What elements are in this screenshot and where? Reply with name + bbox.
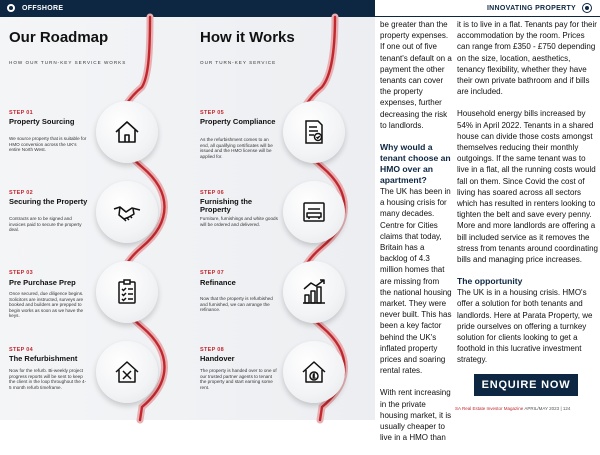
paragraph: The UK has been in a housing crisis for many decades. Centre for Cities claims that today, Britain has a backlog of 4.3 million homes that are missing from the national housing market. They were never built. This has been a key factor behind the UK's inflated property prices and soaring rental rates. <box>380 187 452 376</box>
step-title: Securing the Property <box>9 197 88 206</box>
paragraph: Household energy bills increased by 54% in April 2022. Tenants in a shared house can divide those costs amongst themselves reducing their monthly outgoings. If the same tenant was to live in a flat, all the running costs would fall on them. Since Covid the cost of living has soared across all sectors which has resulted in renters looking to tighten the belt and save every penny. More and more landlords are offering a bill included service as it removes the stress from tenants around coordinating bills and managing price increases. <box>457 109 598 265</box>
step-desc: Once secured, due diligence begins. Solicitors are instructed, surveys are booked and builders are prepped to begin works as soon as we have the keys. <box>9 291 84 319</box>
article-column-1 <box>380 19 452 455</box>
money-house-icon <box>283 341 345 403</box>
how-title: How it Works <box>200 29 295 46</box>
page-footer: SA Real Estate Investor Magazine APRIL/MAY 2023 | 124 <box>455 406 571 411</box>
header-left-bar <box>0 0 375 17</box>
logo-icon <box>6 3 16 13</box>
step-title: Handover <box>200 354 235 363</box>
step-label: STEP 04 <box>9 347 34 353</box>
paragraph: it is to live in a flat. Tenants pay for their accommodation by the room. Prices can range from £350 - £750 depending on the size, location, aesthetics, tenancy flexibility, whether they have their own private bathroom and if bills are included. <box>457 20 597 97</box>
step-title: Refinance <box>200 278 236 287</box>
enquire-now-button[interactable]: ENQUIRE NOW <box>474 374 578 396</box>
logo-icon <box>582 3 592 13</box>
paragraph: With rent increasing in the private housing market, it is usually cheaper to live in a HMO than <box>380 388 452 443</box>
paragraph: The UK is in a housing crisis. HMO's offer a solution for both tenants and landlords. Here at Parata Property, we pride ourselves on offering a turnkey solution for clients looking to get a foothold in this lucrative investment strategy. <box>457 288 593 365</box>
sofa-icon <box>283 181 345 243</box>
roadmap-title: Our Roadmap <box>9 29 109 46</box>
house-icon <box>96 101 158 163</box>
footer-magazine: SA Real Estate Investor Magazine <box>455 406 524 411</box>
article-column-2 <box>457 19 598 377</box>
step-desc: Now for the refurb. Bi-weekly project progress reports will be sent to keep the client in the loop throughout the 4-5 month refurb timeframe. <box>9 368 87 390</box>
section-label-offshore: OFFSHORE <box>22 5 64 12</box>
roadmap-panel <box>0 17 375 420</box>
step-title: Property Compliance <box>200 117 276 126</box>
paragraph: be greater than the property expenses. If one out of five tenant's default on a payment the other tenants can cover the property expenses, further decreasing the risk to landlords. <box>380 20 452 130</box>
step-label: STEP 01 <box>9 110 34 116</box>
certificate-icon <box>283 101 345 163</box>
header-right-bar <box>375 0 600 17</box>
step-desc: Contracts are to be signed and invoices paid to secure the property deal. <box>9 216 82 233</box>
step-title: Pre Purchase Prep <box>9 278 76 287</box>
roadmap-subtitle: HOW OUR TURN-KEY SERVICE WORKS <box>9 60 127 65</box>
step-label: STEP 03 <box>9 270 34 276</box>
step-desc: We source property that is suitable for HMO conversion across the UK's entire North West. <box>9 136 87 153</box>
section-label-innovating: INNOVATING PROPERTY <box>486 4 576 12</box>
checklist-icon <box>96 261 158 323</box>
step-label: STEP 05 <box>200 110 225 116</box>
step-label: STEP 06 <box>200 190 225 196</box>
subheading: Why would a tenant choose an HMO over an apartment? <box>380 142 451 186</box>
step-title: The Refurbishment <box>9 354 78 363</box>
chart-house-icon <box>283 261 345 323</box>
step-desc: Furniture, furnishings and white goods will be ordered and delivered. <box>200 216 278 227</box>
step-title: Furnishing the Property <box>200 197 253 214</box>
footer-issue: APRIL/MAY 2023 <box>524 406 560 411</box>
step-desc: As the refurbishment comes to an end, all qualifying certificates will be issued and the HMO license will be applied for. <box>200 137 273 159</box>
step-label: STEP 07 <box>200 270 225 276</box>
step-label: STEP 08 <box>200 347 225 353</box>
step-label: STEP 02 <box>9 190 34 196</box>
house-tools-icon <box>96 341 158 403</box>
how-subtitle: OUR TURN-KEY SERVICE <box>200 60 277 65</box>
step-title: Property Sourcing <box>9 117 75 126</box>
step-desc: Now that the property is refurbished and furnished, we can arrange the refinance. <box>200 296 273 313</box>
step-desc: The property is handed over to one of our trusted partner agents to tenant the property and start earning some rent. <box>200 368 277 390</box>
handshake-icon <box>96 181 158 243</box>
page-number: 124 <box>562 406 571 411</box>
subheading: The opportunity <box>457 276 523 287</box>
